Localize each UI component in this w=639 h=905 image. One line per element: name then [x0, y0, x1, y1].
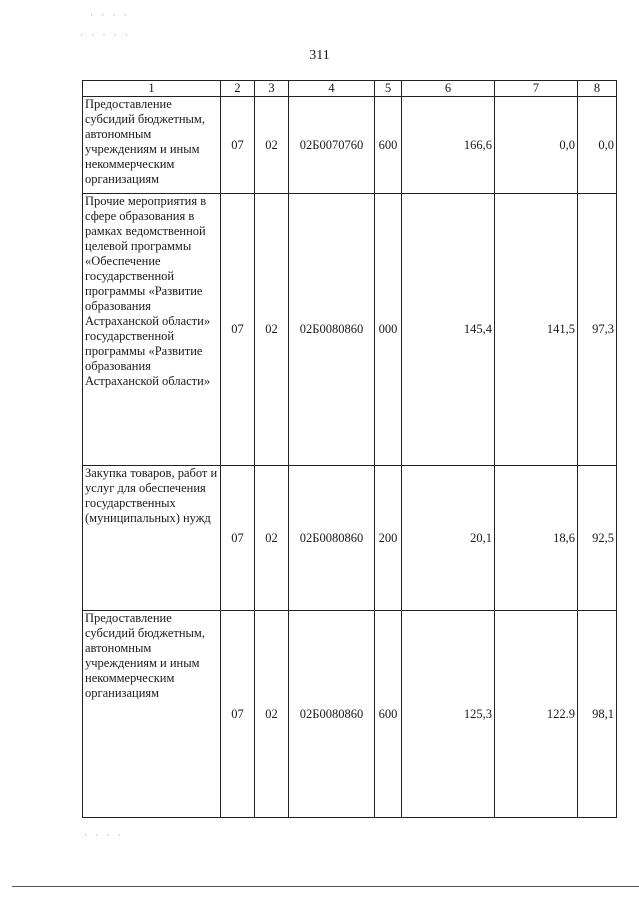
subsection-code: 02 — [255, 97, 289, 194]
execution-percent: 0,0 — [578, 97, 617, 194]
target-article-code: 02Б0070760 — [289, 97, 375, 194]
table-row — [83, 97, 617, 194]
scan-speck: · · · · · — [80, 30, 131, 40]
execution-percent: 92,5 — [578, 466, 617, 611]
header-row — [83, 81, 617, 97]
header-cell: 8 — [578, 81, 617, 97]
expense-type-code: 000 — [375, 194, 402, 466]
executed-amount: 141,5 — [495, 194, 578, 466]
planned-amount: 166,6 — [402, 97, 495, 194]
executed-amount: 0,0 — [495, 97, 578, 194]
section-code: 07 — [221, 194, 255, 466]
subsection-code: 02 — [255, 466, 289, 611]
target-article-code: 02Б0080860 — [289, 611, 375, 818]
row-description: Предоставление субсидий бюджетным, автономным учреждениям и иным некоммерческим организациям — [83, 611, 221, 818]
table-row — [83, 194, 617, 466]
planned-amount: 145,4 — [402, 194, 495, 466]
header-cell: 7 — [495, 81, 578, 97]
execution-percent: 98,1 — [578, 611, 617, 818]
page-number: 311 — [309, 48, 330, 63]
header-cell: 2 — [221, 81, 255, 97]
subsection-code: 02 — [255, 611, 289, 818]
section-code: 07 — [221, 611, 255, 818]
header-cell: 5 — [375, 81, 402, 97]
header-cell: 6 — [402, 81, 495, 97]
target-article-code: 02Б0080860 — [289, 194, 375, 466]
planned-amount: 20,1 — [402, 466, 495, 611]
table-row — [83, 466, 617, 611]
header-cell: 1 — [83, 81, 221, 97]
executed-amount: 122.9 — [495, 611, 578, 818]
table-row — [83, 611, 617, 818]
section-code: 07 — [221, 97, 255, 194]
section-code: 07 — [221, 466, 255, 611]
row-description: Закупка товаров, работ и услуг для обеспечения государственных (муниципальных) нужд — [83, 466, 221, 611]
header-cell: 4 — [289, 81, 375, 97]
header-cell: 3 — [255, 81, 289, 97]
page-bottom-rule — [12, 886, 639, 887]
target-article-code: 02Б0080860 — [289, 466, 375, 611]
scan-speck: · · · · — [84, 830, 124, 840]
execution-percent: 97,3 — [578, 194, 617, 466]
expense-type-code: 200 — [375, 466, 402, 611]
expense-type-code: 600 — [375, 611, 402, 818]
subsection-code: 02 — [255, 194, 289, 466]
planned-amount: 125,3 — [402, 611, 495, 818]
executed-amount: 18,6 — [495, 466, 578, 611]
row-description: Прочие мероприятия в сфере образования в рамках ведомственной целевой программы «Обеспечение государственной программы «Развитие образования Астраханской области» государственной программы «Развитие образования Астраханской области» — [83, 194, 221, 466]
scan-speck: · · · · — [90, 10, 130, 20]
expense-type-code: 600 — [375, 97, 402, 194]
budget-table — [82, 80, 617, 818]
row-description: Предоставление субсидий бюджетным, автономным учреждениям и иным некоммерческим организациям — [83, 97, 221, 194]
